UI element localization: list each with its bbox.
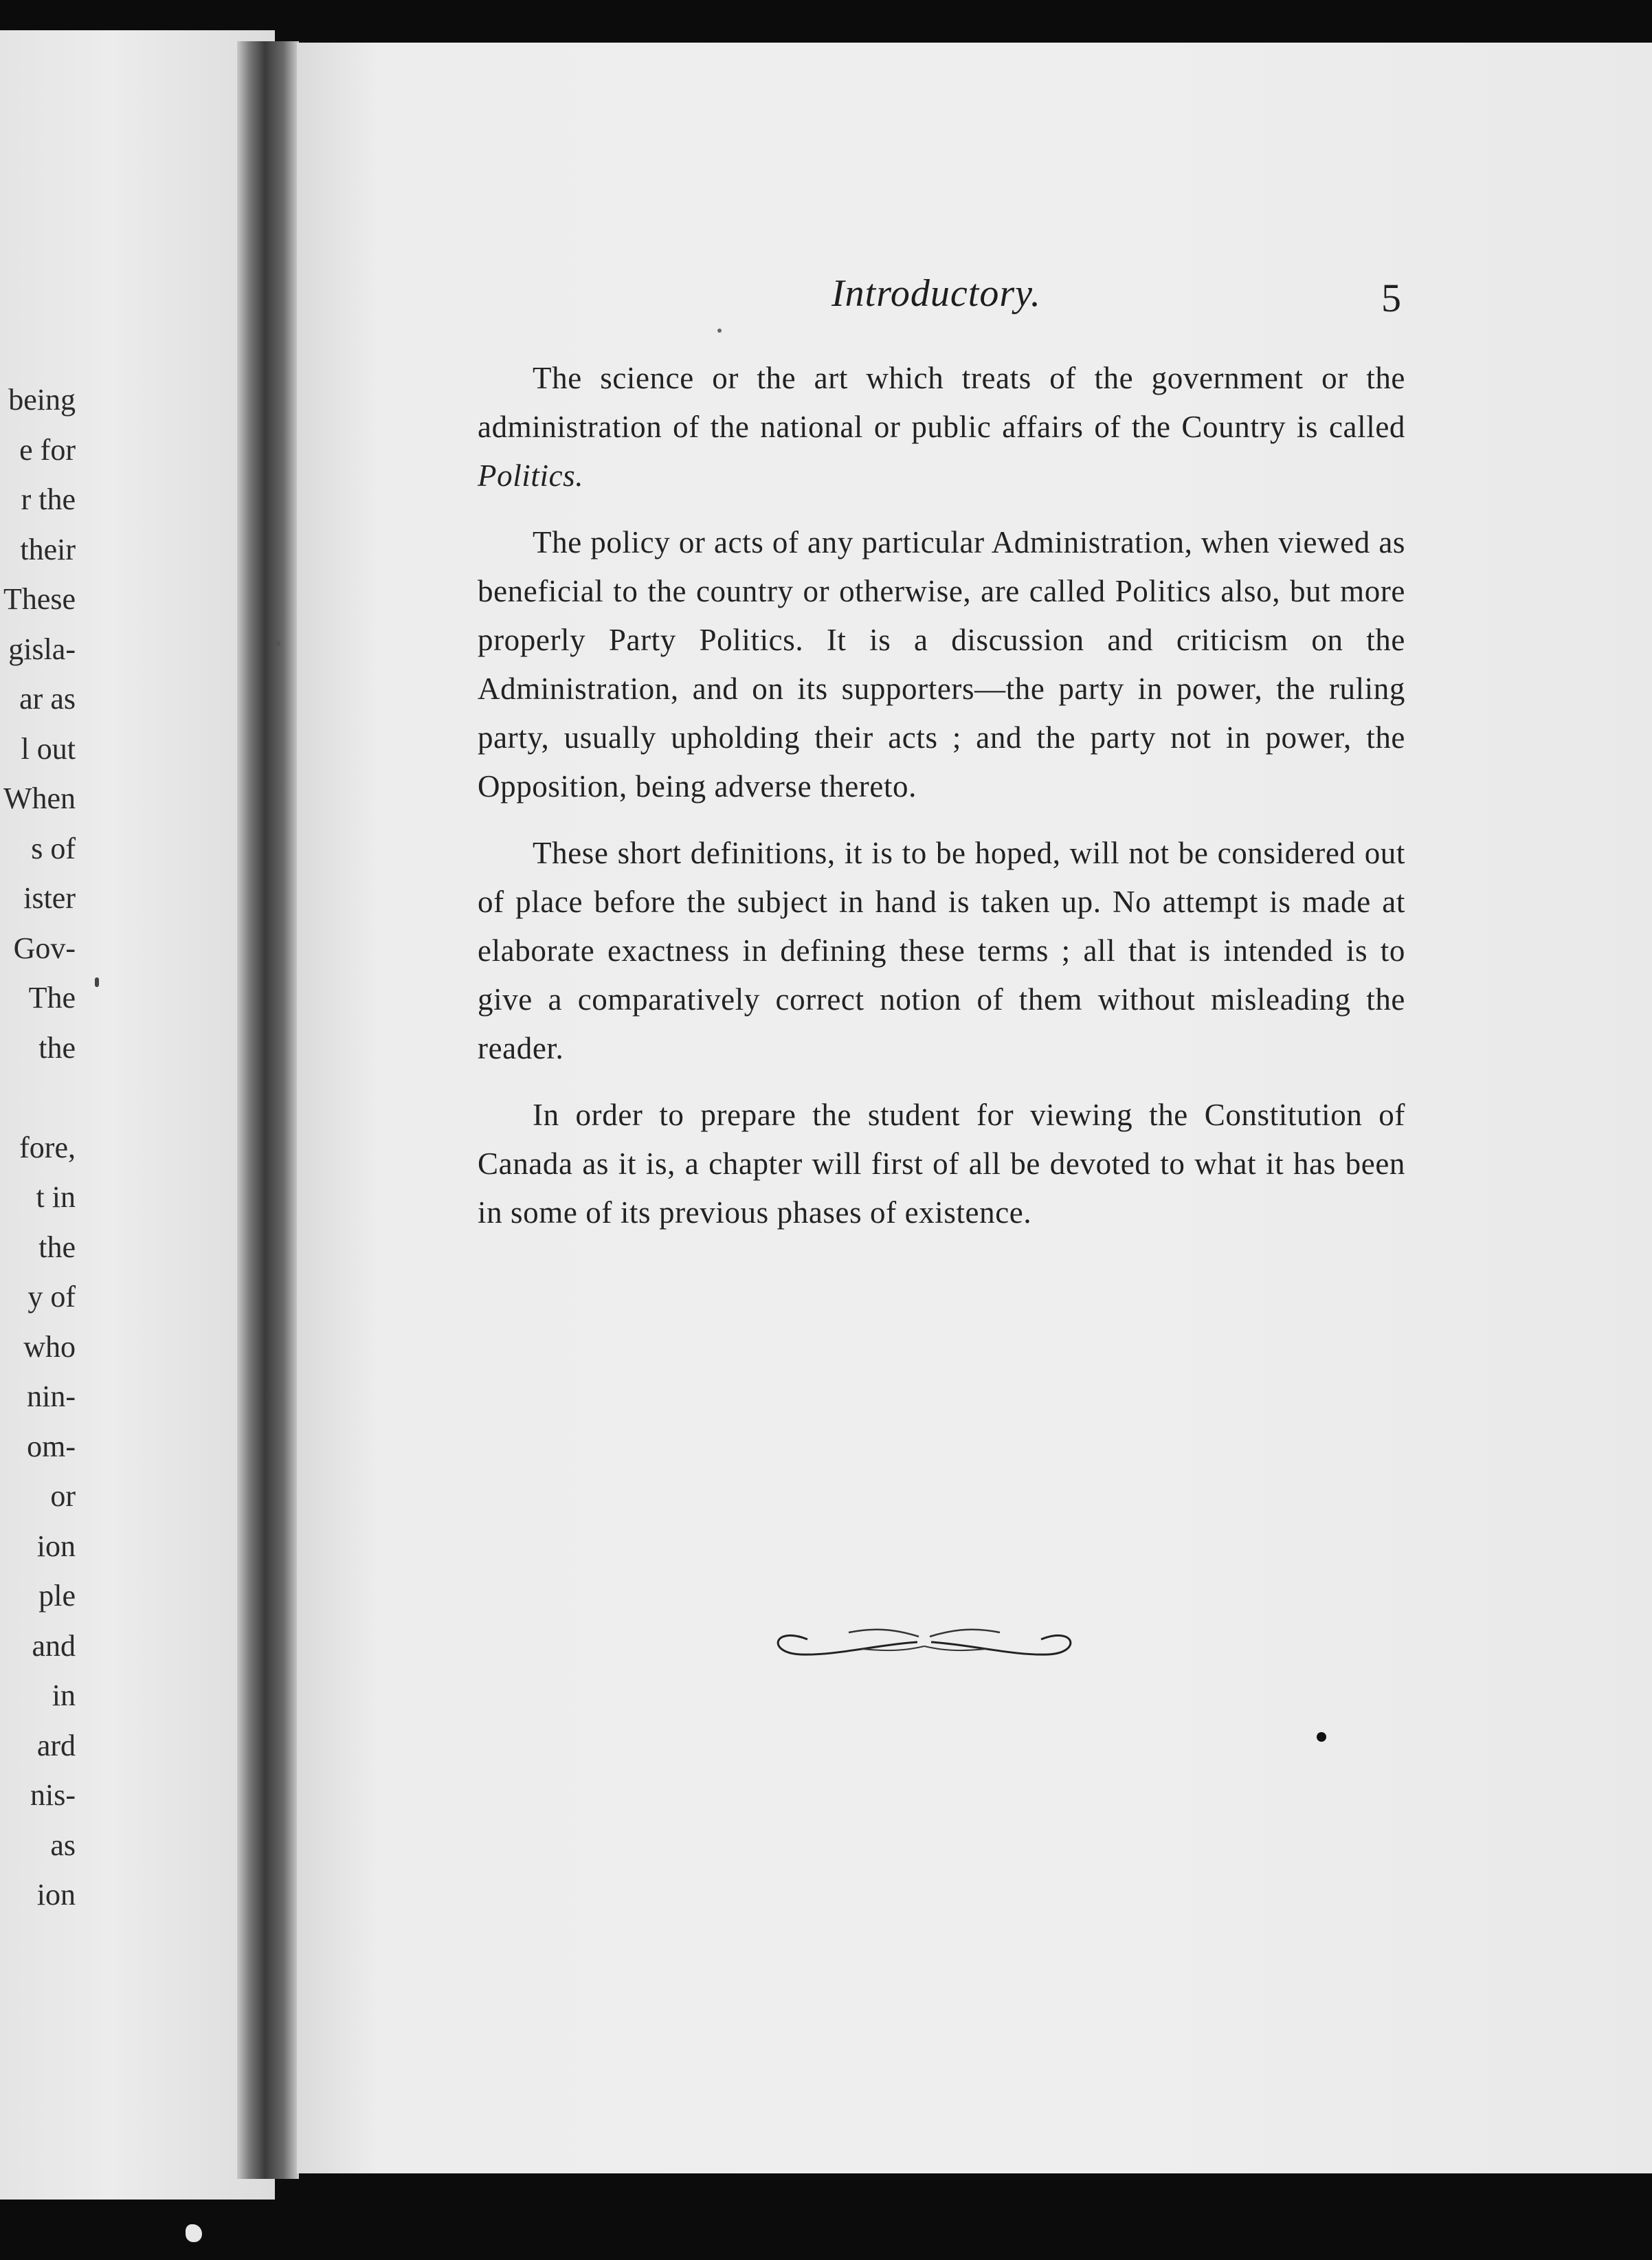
left-fragment: the [38, 1230, 76, 1264]
left-fragment: om- [27, 1429, 76, 1463]
paragraph-definitions-note: These short definitions, it is to be hoped, will not be considered out of place before the subject in hand is taken up. No attempt is made at elaborate exactness in defining these terms ; all that is intended is to give a comparatively correct notion of them without misleading the reader. [478, 836, 1405, 1065]
left-fragment: ion [36, 1878, 76, 1912]
left-fragment: or [50, 1479, 76, 1513]
left-fragment: and [32, 1628, 76, 1663]
left-fragment: who [23, 1329, 76, 1364]
running-head: Introductory. [831, 272, 1041, 315]
left-fragment: r the [21, 483, 76, 516]
left-fragment: as [50, 1828, 76, 1862]
left-fragment: their [20, 532, 76, 566]
left-fragment: y of [27, 1280, 76, 1314]
page-number: 5 [1381, 276, 1401, 320]
ink-speck [275, 641, 280, 646]
book-gutter-shadow [237, 41, 299, 2179]
paragraph-chapter-intro: In order to prepare the student for viewing the Constitution of Canada as it is, a chapter will first of all be devoted to what it has been in some of its previous phases of existence. [478, 1098, 1405, 1230]
left-fragment: gisla- [8, 632, 76, 666]
left-fragment: fore, [19, 1130, 76, 1164]
left-fragment: in [52, 1679, 76, 1712]
left-fragment: These [3, 582, 76, 616]
left-fragment: the [38, 1030, 76, 1065]
scan-artifact [186, 2224, 202, 2242]
ink-speck [95, 977, 99, 987]
paragraph-text: The science or the art which treats of the government or the administration of the national or public affairs of the Country is called [478, 361, 1405, 444]
body-text [478, 354, 1405, 1255]
left-fragment: s of [31, 831, 76, 865]
left-fragment: ple [38, 1579, 76, 1613]
left-fragment: t in [36, 1180, 76, 1214]
left-fragment: ar as [19, 682, 76, 716]
paragraph-politics-definition [478, 354, 1405, 500]
paragraph-party-politics: The policy or acts of any particular Administration, when viewed as beneficial to the country or otherwise, are called Politics also, but more properly Party Politics. It is a discussion and criticism on the Administration, and on its supporters—the party in power, the ruling party, usually upholding their acts ; and the party not in power, the Opposition, being adverse thereto. [478, 525, 1405, 804]
tailpiece-flourish-icon [759, 1612, 1089, 1674]
facing-page-left [0, 30, 275, 2200]
ink-speck [717, 329, 722, 333]
left-fragment: When [3, 782, 76, 815]
left-fragment: e for [19, 432, 76, 467]
left-fragment: nin- [27, 1380, 76, 1413]
left-fragment: nis- [30, 1778, 76, 1812]
left-fragment: ion [36, 1529, 76, 1563]
left-fragment: ister [23, 881, 76, 915]
left-fragment: ard [36, 1728, 76, 1762]
left-fragment: The [28, 981, 76, 1015]
left-fragment: l out [21, 731, 76, 766]
ink-speck [1317, 1732, 1326, 1742]
emphasis-politics: Politics. [478, 458, 584, 493]
left-fragment [0, 1073, 76, 1123]
left-fragment: being [8, 383, 76, 417]
left-page-text-fragments [0, 375, 76, 1920]
left-fragment: Gov- [13, 931, 76, 965]
